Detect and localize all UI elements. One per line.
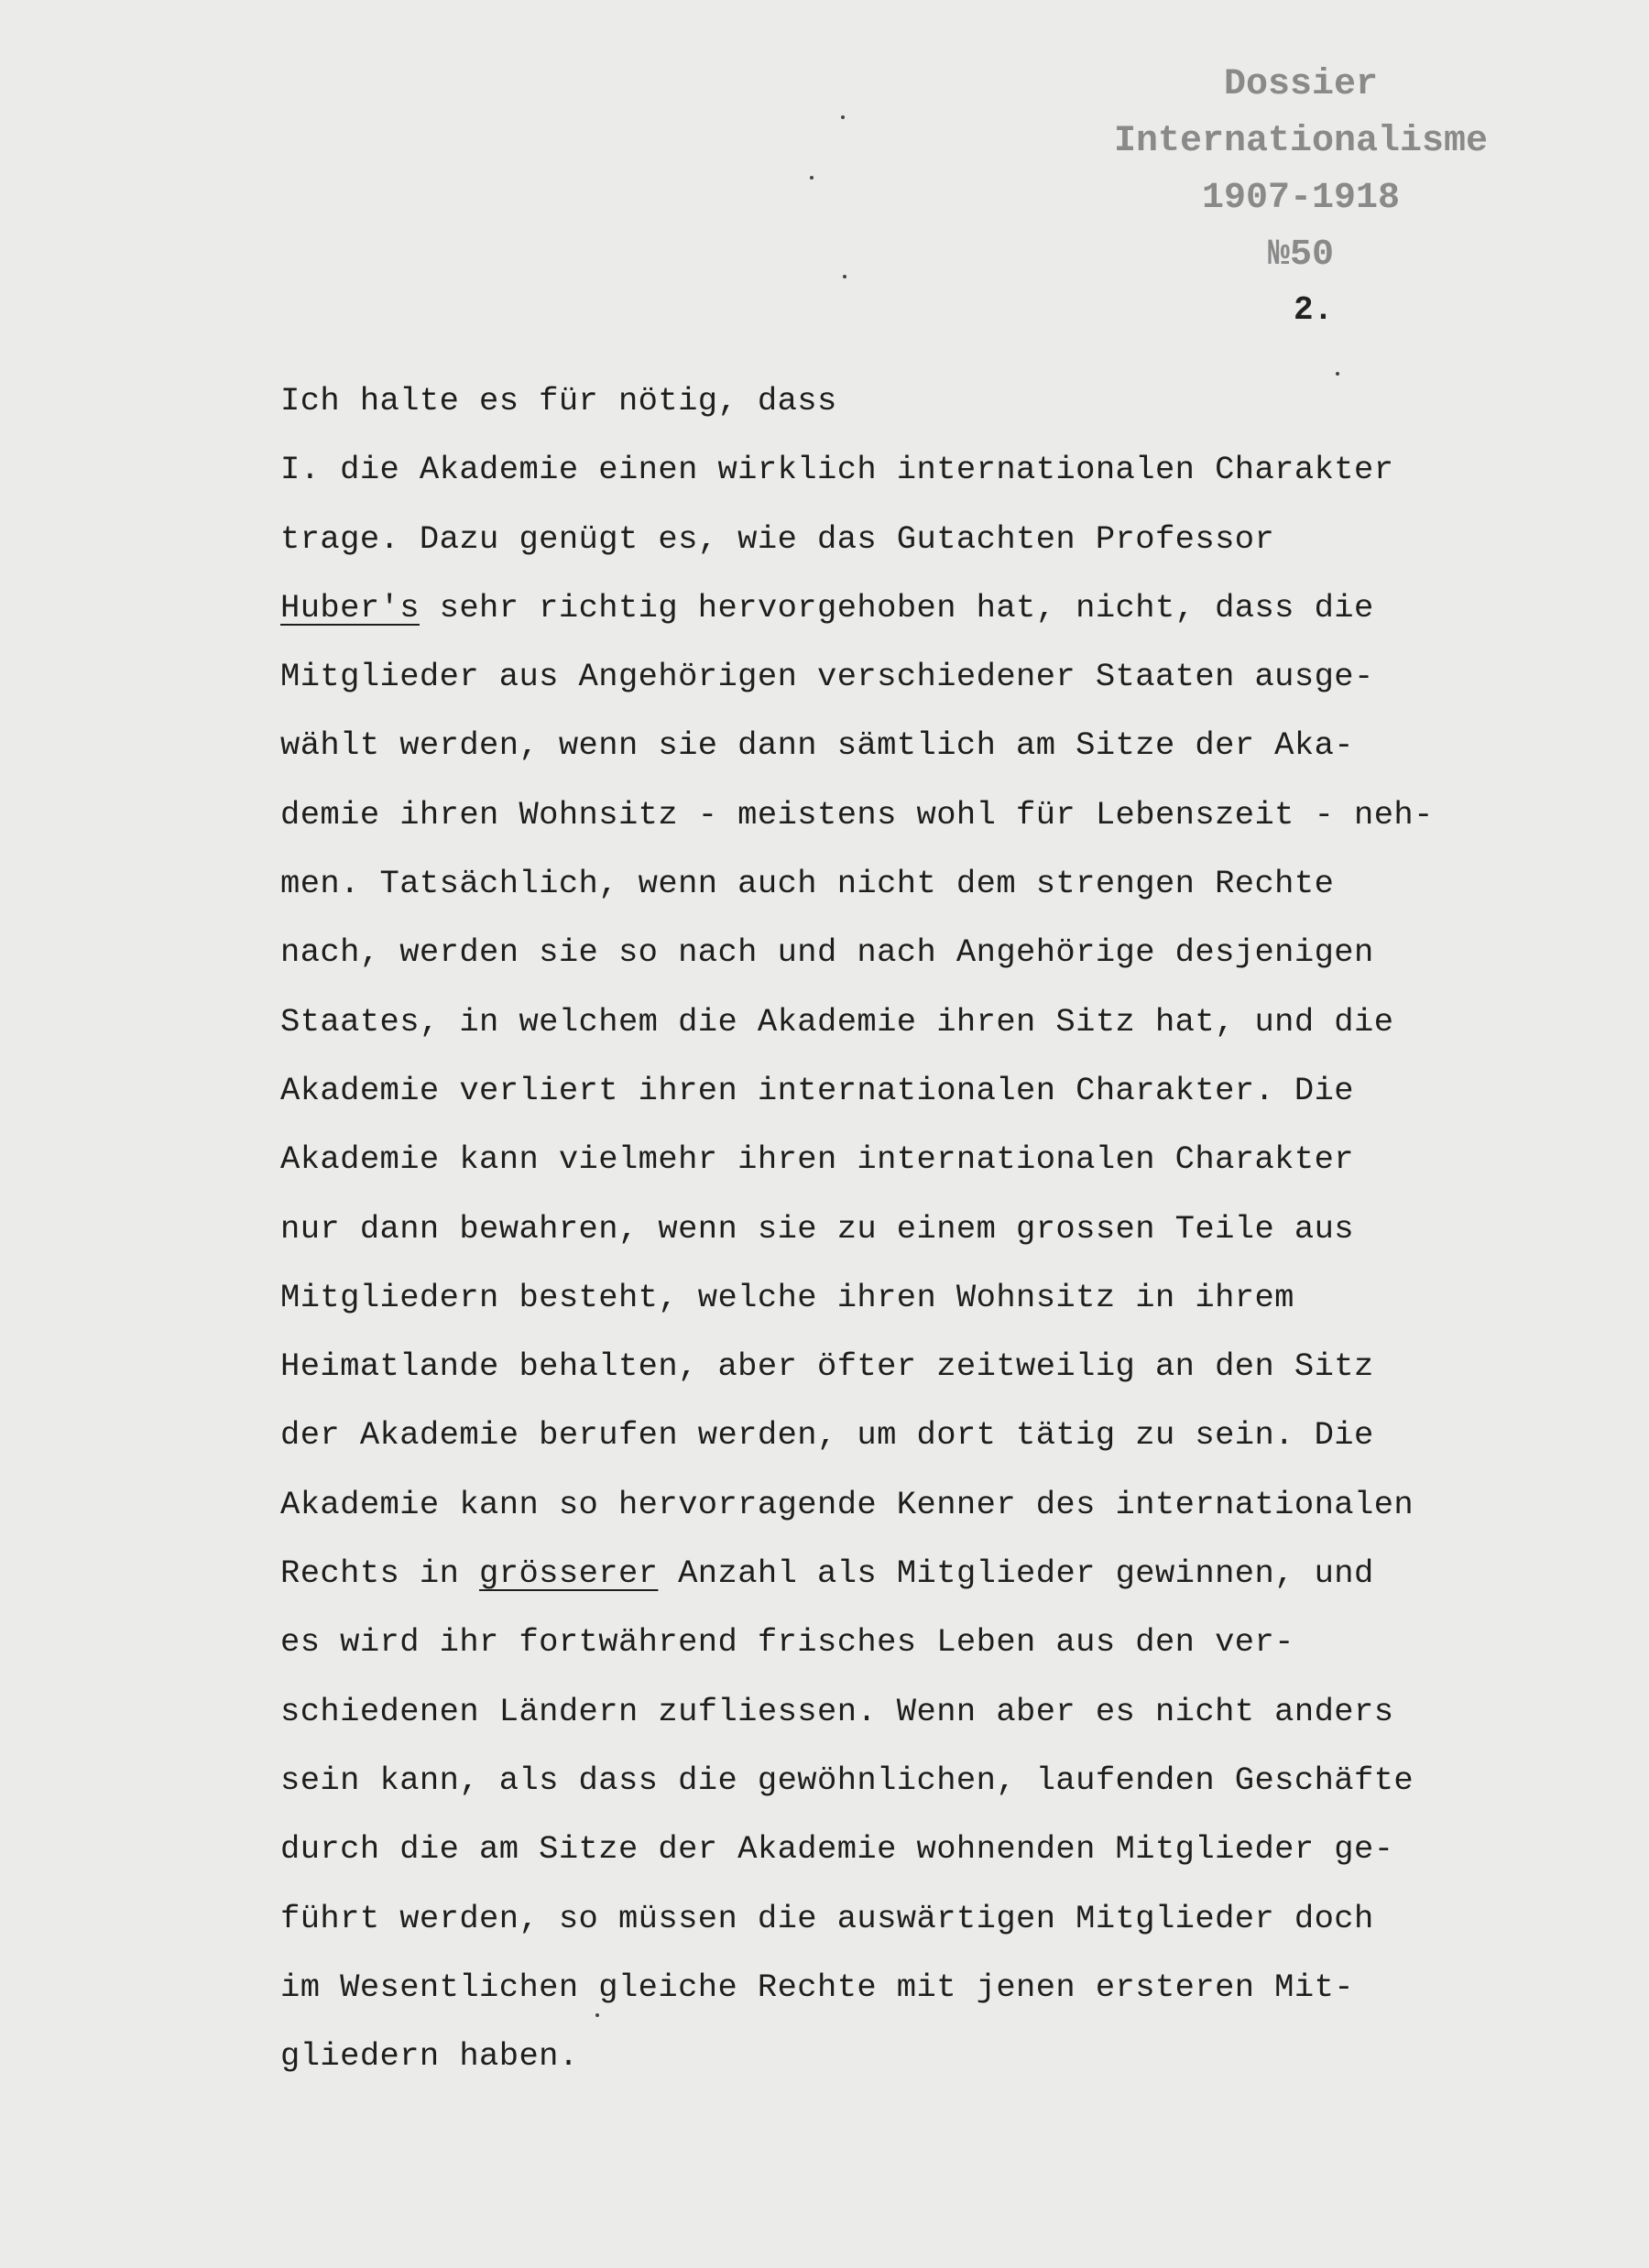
text-line: wählt werden, wenn sie dann sämtlich am Sitze der Aka- (280, 726, 1354, 765)
text-line: gliedern haben. (280, 2037, 579, 2076)
paper-speck (810, 176, 814, 180)
page-number: 2. (1294, 291, 1334, 329)
text-line: schiedenen Ländern zufliessen. Wenn aber es nicht anders (280, 1692, 1394, 1730)
stamp-line-dossier: Dossier (1223, 64, 1379, 105)
intro-line: Ich halte es für nötig, dass (280, 382, 837, 420)
text-line: Heimatlande behalten, aber öfter zeitweilig an den Sitz (280, 1347, 1374, 1386)
text-line (280, 573, 1508, 642)
text-line: trage. Dazu genügt es, wie das Gutachten Professor (280, 519, 1275, 558)
underlined-word: grösserer (479, 1554, 659, 1593)
stamp-line-years: 1907-1918 (1201, 178, 1401, 219)
text-line: der Akademie berufen werden, um dort tätig zu sein. Die (280, 1416, 1374, 1455)
stamp-line-number: №50 (1267, 234, 1334, 276)
text-line: Mitglieder aus Angehörigen verschiedener Staaten ausge- (280, 658, 1374, 696)
paper-speck (843, 275, 846, 278)
text-line: nach, werden sie so nach und nach Angehörige desjenigen (280, 933, 1374, 972)
text-line: nur dann bewahren, wenn sie zu einem grossen Teile aus (280, 1209, 1354, 1248)
text-line: I. die Akademie einen wirklich internationalen Charakter (280, 451, 1394, 489)
text-line: Akademie kann so hervorragende Kenner des internationalen (280, 1485, 1414, 1523)
text-line: Akademie verliert ihren internationalen Charakter. Die (280, 1071, 1354, 1109)
text-line: es wird ihr fortwährend frisches Leben aus den ver- (280, 1623, 1294, 1662)
typed-text (280, 366, 1508, 2090)
text-line: sein kann, als dass die gewöhnlichen, laufenden Geschäfte (280, 1761, 1414, 1799)
text-segment: sehr richtig hervorgehoben hat, nicht, dass die (419, 588, 1374, 627)
paper-speck (595, 2013, 599, 2017)
text-line: durch die am Sitze der Akademie wohnenden Mitglieder ge- (280, 1830, 1394, 1869)
text-line: men. Tatsächlich, wenn auch nicht dem strengen Rechte (280, 865, 1335, 903)
text-line: im Wesentlichen gleiche Rechte mit jenen ersteren Mit- (280, 1968, 1354, 2006)
text-line: führt werden, so müssen die auswärtigen Mitglieder doch (280, 1899, 1374, 1937)
text-line: Mitgliedern besteht, welche ihren Wohnsitz in ihrem (280, 1278, 1294, 1316)
text-line: Staates, in welchem die Akademie ihren Sitz hat, und die (280, 1002, 1394, 1041)
archive-stamp (1090, 57, 1512, 284)
body-lines (280, 435, 1508, 2090)
stamp-line-collection: Internationalisme (1113, 121, 1489, 162)
text-segment: Anzahl als Mitglieder gewinnen, und (658, 1554, 1374, 1593)
text-segment: Rechts in (280, 1554, 480, 1593)
underlined-word: Huber's (280, 588, 420, 627)
paper-speck (841, 115, 845, 119)
paper-speck (1336, 372, 1339, 376)
text-line: Akademie kann vielmehr ihren internationalen Charakter (280, 1140, 1354, 1179)
text-line: demie ihren Wohnsitz - meistens wohl für Lebenszeit - neh- (280, 795, 1434, 834)
text-line (280, 1539, 1508, 1608)
